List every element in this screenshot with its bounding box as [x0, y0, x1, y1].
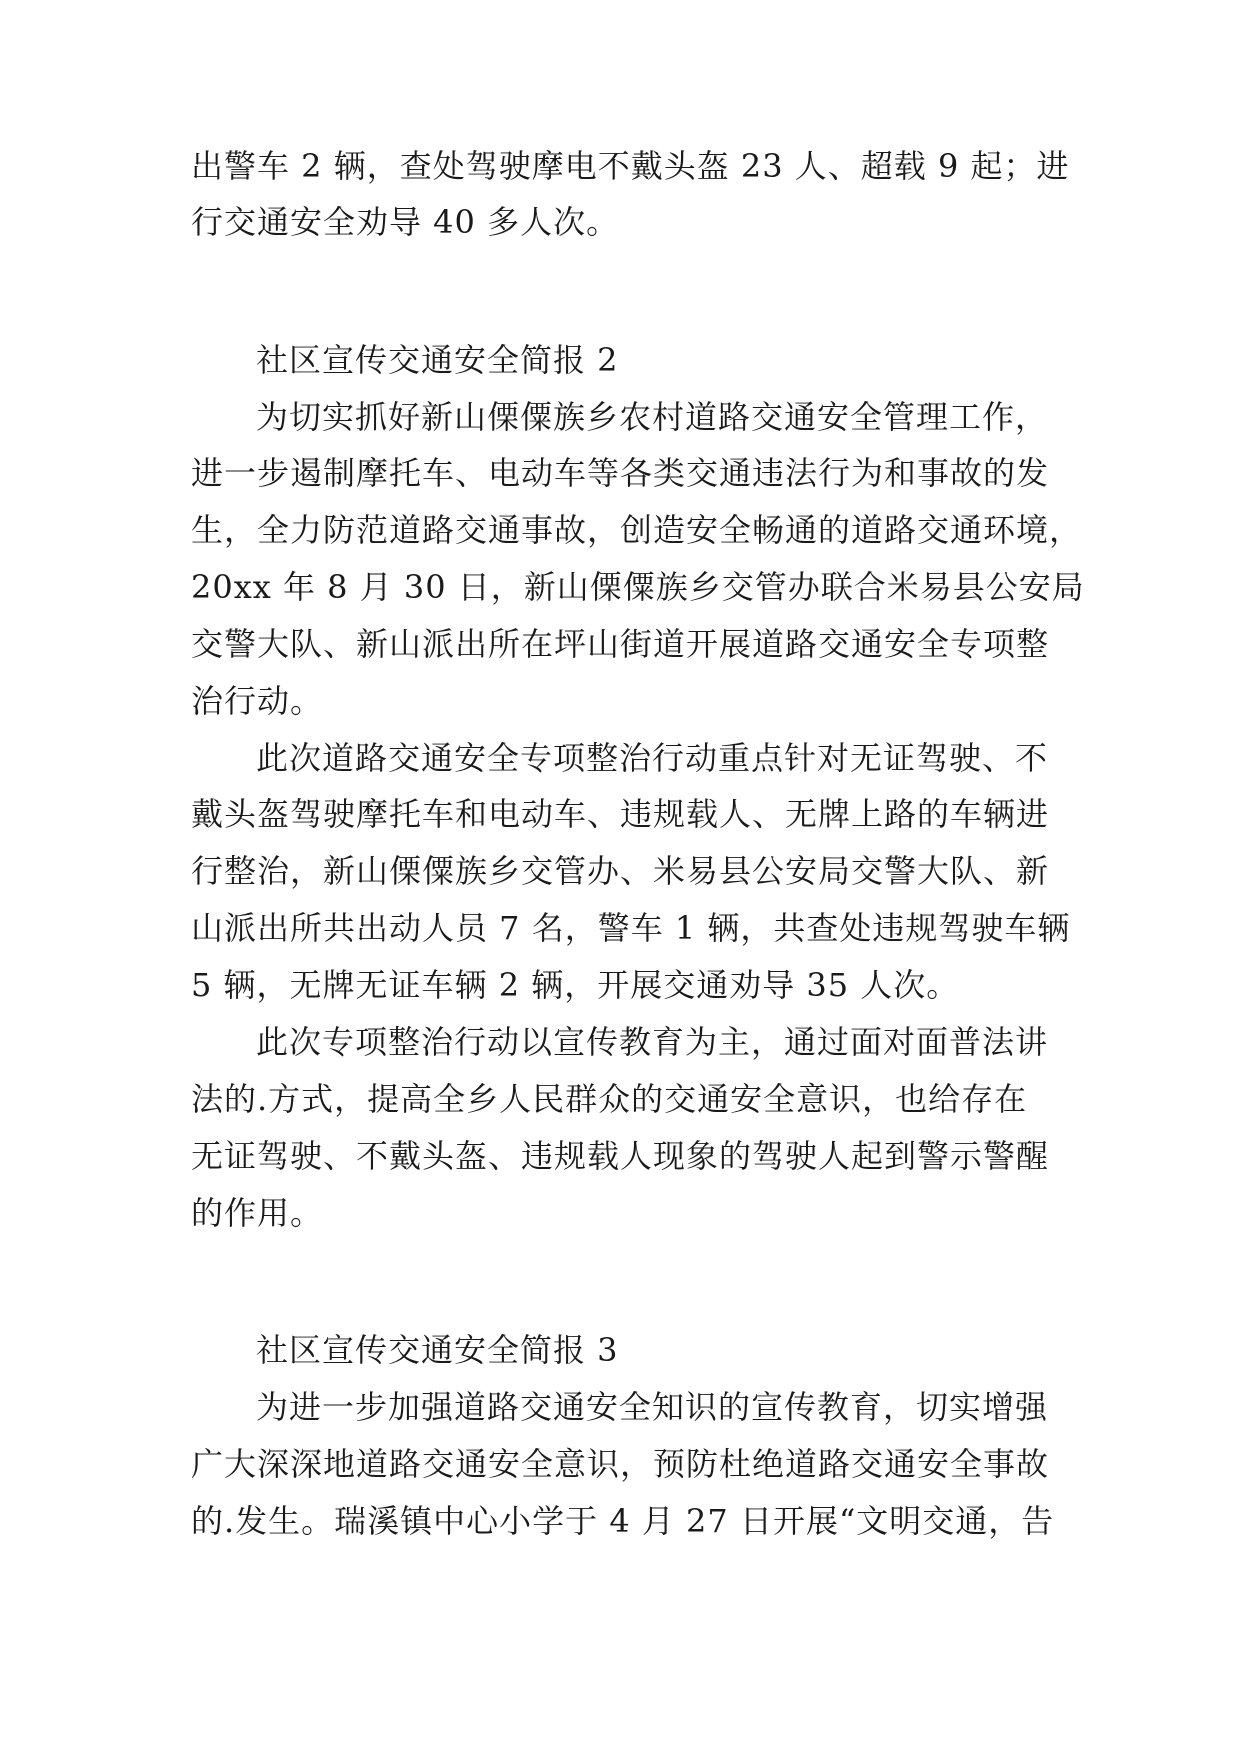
section-title: 社区宣传交通安全简报 2	[256, 341, 619, 379]
paragraph-line: 生，全力防范道路交通事故，创造安全畅通的道路交通环境，	[191, 511, 1083, 549]
paragraph-line: 交警大队、新山派出所在坪山街道开展道路交通安全专项整	[191, 625, 1050, 663]
paragraph-line: 为切实抓好新山傈僳族乡农村道路交通安全管理工作，	[256, 398, 1049, 436]
paragraph-line: 行交通安全劝导 40 多人次。	[191, 203, 620, 241]
paragraph-line: 行整治，新山傈僳族乡交管办、米易县公安局交警大队、新	[191, 852, 1050, 890]
paragraph-line: 出警车 2 辆，查处驾驶摩电不戴头盔 23 人、超载 9 起；进	[191, 147, 1070, 185]
paragraph-line: 无证驾驶、不戴头盔、违规载人现象的驾驶人起到警示警醒	[191, 1137, 1050, 1175]
paragraph-line: 进一步遏制摩托车、电动车等各类交通违法行为和事故的发	[191, 454, 1050, 492]
paragraph-line: 法的.方式，提高全乡人民群众的交通安全意识，也给存在	[191, 1080, 1028, 1118]
paragraph-line: 戴头盔驾驶摩托车和电动车、违规载人、无牌上路的车辆进	[191, 795, 1050, 833]
paragraph-line: 5 辆，无牌无证车辆 2 辆，开展交通劝导 35 人次。	[191, 966, 960, 1004]
paragraph-line: 为进一步加强道路交通安全知识的宣传教育，切实增强	[256, 1388, 1049, 1426]
paragraph-line: 治行动。	[191, 682, 324, 720]
paragraph-line: 广大深深地道路交通安全意识，预防杜绝道路交通安全事故	[191, 1445, 1050, 1483]
paragraph-line: 的作用。	[191, 1194, 324, 1232]
section-title: 社区宣传交通安全简报 3	[256, 1331, 619, 1369]
paragraph-line: 20xx 年 8 月 30 日，新山傈僳族乡交管办联合米易县公安局	[191, 568, 1085, 606]
paragraph-line: 山派出所共出动人员 7 名，警车 1 辆，共查处违规驾驶车辆	[191, 909, 1071, 947]
paragraph-line: 的.发生。瑞溪镇中心小学于 4 月 27 日开展“文明交通，告	[191, 1502, 1055, 1540]
paragraph-line: 此次专项整治行动以宣传教育为主，通过面对面普法讲	[256, 1023, 1049, 1061]
paragraph-line: 此次道路交通安全专项整治行动重点针对无证驾驶、不	[256, 739, 1049, 777]
